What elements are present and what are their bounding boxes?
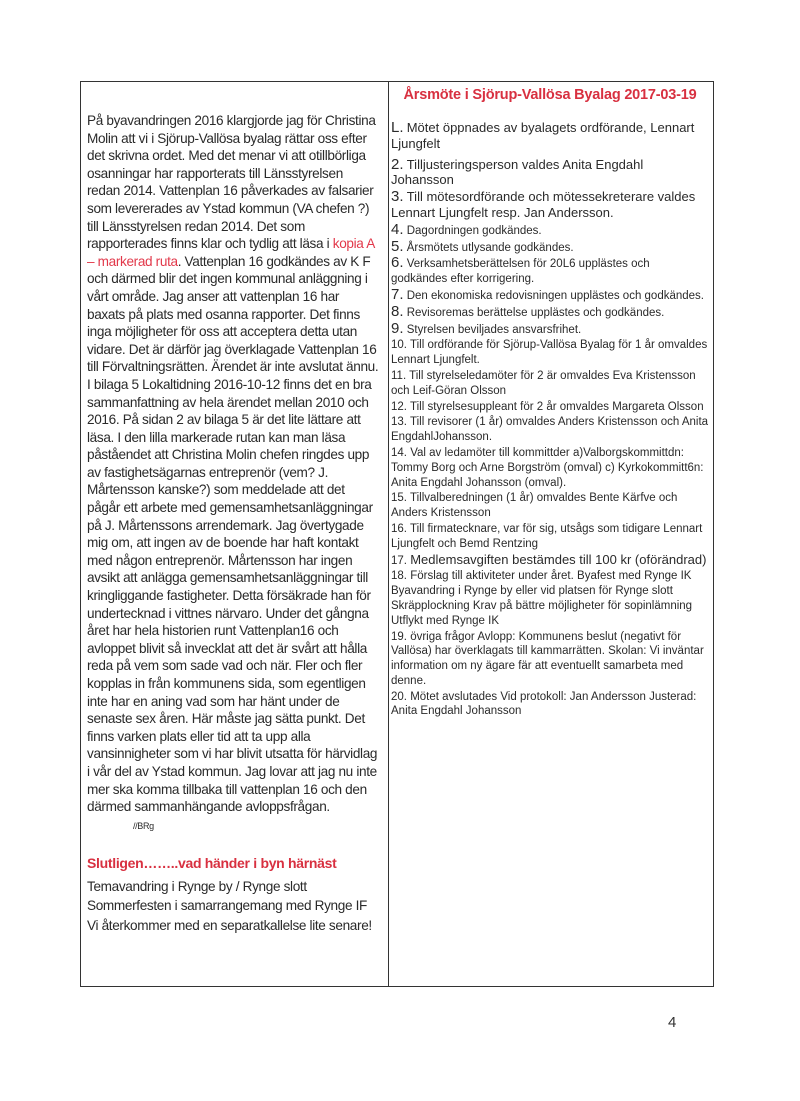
right-column [391,87,709,719]
minutes-list [391,121,709,719]
event-line: Vi återkommer med en separatkallelse lite senare! [87,917,372,933]
paragraph-text-a: På byavandringen 2016 klargjorde jag för Christina Molin att vi i Sjörup-Vallösa byalag rättar oss efter det skrivna ordet. Med det menar vi att otillbörliga osanningar har rapporterats till Länsstyrelsen redan 2014. Vattenplan 16 påverkades av falsarier som levererades av Ystad kommun (VA chefen ?) till Länsstyrelsen redan 2014. Det som rapporterades finns klar och tydlig att läsa i [87,113,376,252]
item-text: Verksamhetsberättelsen för 20L6 upplästes och godkändes efter korrigering. [391,258,650,286]
minutes-item [391,630,709,689]
minutes-item [391,491,709,521]
item-number: 15. [391,492,407,505]
minutes-item [391,338,709,368]
item-number: 8. [391,302,404,320]
item-number: 19. [391,630,407,643]
minutes-item [391,155,709,190]
minutes-item [391,446,709,490]
slutligen-heading: Slutligen……..vad händer i byn härnäst [87,855,337,872]
signature: //BRg [133,820,154,831]
item-number: 12. [391,400,407,413]
item-text: Val av ledamöter till kommittder a)Valborgskommittdn: Tommy Borg och Arne Borgström (omval) c) Kyrkokommitt6n: Anita Engdahl Johansson (omval). [391,446,704,489]
minutes-item [391,553,709,569]
minutes-item [391,190,709,222]
minutes-item [391,302,709,321]
item-text: övriga frågor Avlopp: Kommunens beslut (negativt för Vallösa) har överklagats till kammarrätten. Skolan: Vi inväntar information om ny ägare fär att eventuellt samarbeta med denne. [391,630,704,687]
minutes-item [391,415,709,445]
minutes-item [391,319,709,338]
item-text: Årsmötets utlysande godkändes. [406,241,574,254]
item-text: Tilljusteringsperson valdes Anita Engdahl Johansson [391,156,644,188]
item-text: Till mötesordförande och mötessekreterare valdes Lennart Ljungfelt resp. Jan Andersson. [391,189,696,220]
item-number: 6. [391,254,404,272]
minutes-item [391,400,709,415]
minutes-item [391,121,709,153]
item-number: 18. [391,570,407,583]
item-number: 13. [391,416,407,429]
item-number: 10. [391,339,407,352]
event-line: Temavandring i Rynge by / Rynge slott [87,878,307,894]
page-number: 4 [668,1014,677,1031]
item-number: 14. [391,446,407,459]
minutes-item [391,522,709,552]
item-number: 5. [391,237,404,255]
item-text: Till ordförande för Sjörup-Vallösa Byalag för 1 år omvaldes Lennart Ljungfelt. [391,339,708,367]
kopia-highlight: kopia A – markerad ruta [87,236,375,269]
minutes-item [391,369,709,399]
item-number: 3. [391,188,404,206]
item-text: Till styrelseledamöter för 2 är omvaldes Eva Kristensson och Leif-Göran Olsson [391,369,696,397]
item-number: 2. [391,155,404,173]
left-paragraph [87,112,379,835]
item-text: Tillvalberedningen (1 år) omvaldes Bente Kärfve och Anders Kristensson [391,492,678,520]
item-text: Revisoremas berättelse upplästes och godkändes. [406,306,665,319]
item-number: 7. [391,285,404,303]
minutes-item [391,237,709,256]
left-column [87,112,379,935]
item-text: Mötet avslutades Vid protokoll: Jan Andersson Justerad: Anita Engdahl Johansson [391,690,697,718]
column-divider [388,81,389,987]
item-number: 11. [391,369,407,382]
item-number: 17. [391,554,407,567]
item-text: Mötet öppnades av byalagets ordförande, Lennart Ljungfelt [391,120,695,151]
minutes-item [391,285,709,304]
item-text: Medlemsavgiften bestämdes till 100 kr (oförändrad) [410,551,707,567]
item-number: 4. [391,220,404,238]
item-text: Den ekonomiska redovisningen upplästes och godkändes. [406,289,704,302]
item-text: Till revisorer (1 år) omvaldes Anders Kristensson och Anita EngdahlJohansson. [391,416,709,444]
item-text: Styrelsen beviljades ansvarsfrihet. [406,323,582,336]
item-number: 16. [391,522,407,535]
item-text: Förslag till aktiviteter under året. Byafest med Rynge IK Byavandring i Rynge by eller vid platsen för Rynge slott Skräpplockning Krav på bättre möjligheter för sopinlämning Utflykt med Rynge IK [391,570,693,627]
item-text: Till styrelsesuppleant för 2 år omvaldes Margareta Olsson [410,400,704,413]
minutes-item [391,220,709,239]
item-number: L. [391,119,404,136]
minutes-item [391,690,709,720]
event-line: Sommerfesten i samarrangemang med Rynge IF [87,898,367,914]
item-number: 9. [391,319,404,337]
item-text: Dagordningen godkändes. [406,224,542,237]
item-number: 20. [391,690,407,703]
minutes-item [391,256,709,287]
paragraph-text-b: . Vattenplan 16 godkändes av K F och därmed blir det ingen kommunal anläggning i vårt område. Jag anser att vattenplan 16 har baxats på plats med osanna rapporter. Det finns inga möjligheter för oss att acceptera detta utan vidare. Det är därför jag överklagade Vattenplan 16 till Förvaltningsrätten. Ärendet är inte avslutat ännu. I bilaga 5 Lokaltidning 2016-10-12 finns det en bra sammanfattning av hela ärendet mellan 2010 och 2016. På sidan 2 av bilaga 5 är det lite lättare att läsa. I den lilla markerade rutan kan man läsa påståendet att Christina Molin chefen ringdes upp av fastighetsägarnas entreprenör (vem? J. Mårtensson kanske?) som meddelade att det pågår ett arbete med gemensamhetsanläggningar på J. Mårtenssons arrendemark. Jag övertygade mig om, att ingen av de boende har haft kontakt med någon entreprenör. Mårtensson har ingen avsikt att anlägga gemensamhetsanläggningar till kringliggande fastigheter. Detta försäkrade han för undertecknad i vittnes närvaro. Under det gångna året har hela historien runt Vattenplan16 och avloppet blivit så invecklat att det är svårt att hålla reda på vem som sade vad och när. Fler och fler kopplas in från kommunens sida, som egentligen inte har en aning vad som har hänt under de senaste sex åren. Här måste jag sätta punkt. Det finns varken plats eller tid att ta upp alla vansinnigheter som vi har blivit utsatta för härvidlag i vår del av Ystad kommun. Jag lovar att jag nu inte mer ska komma tillbaka till vattenplan 16 och den därmed sammanhängande avloppsfrågan. [87,253,379,815]
upcoming-events [87,877,379,936]
minutes-title: Årsmöte i Sjörup-Vallösa Byalag 2017-03-19 [403,87,697,103]
minutes-item [391,569,709,628]
item-text: Till firmatecknare, var för sig, utsågs som tidigare Lennart Ljungfelt och Bemd Rentzing [391,522,703,550]
